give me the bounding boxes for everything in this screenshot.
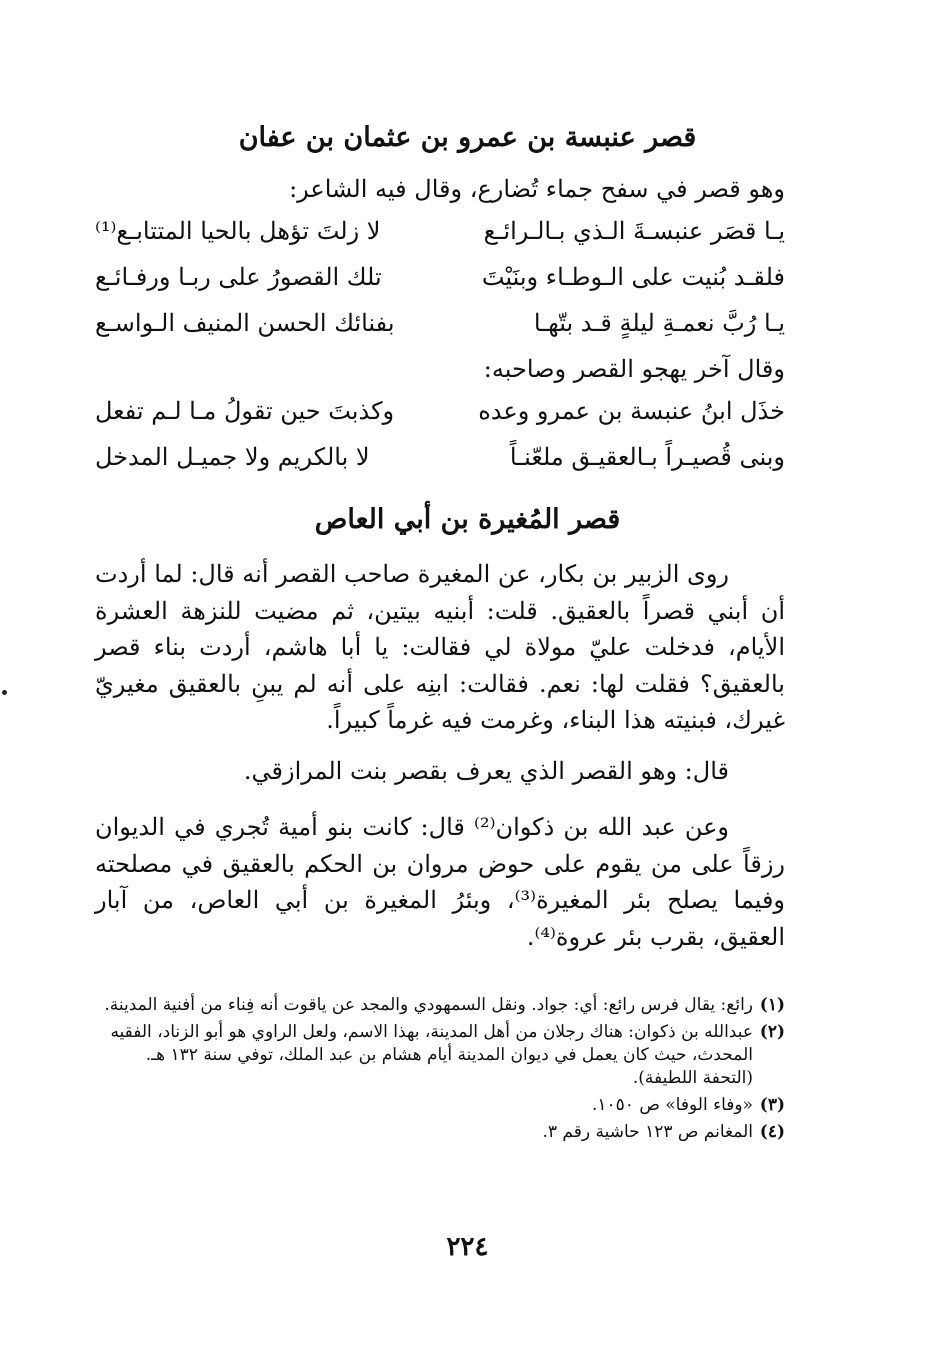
verse-hemistich-first: وبنى قُصيـراً بـالعقيـق ملعّنـاً [509,443,785,471]
footnote-text: المغانم ص ١٢٣ حاشية رقم ٣. [542,1122,753,1142]
verse-hemistich-second: بفنائك الحسن المنيف الـواسـع [95,309,395,337]
paragraph-3: وعن عبد الله بن ذكوان⁽²⁾ قال: كانت بنو أمية تُجري في الديوان رزقاً على من يقوم على حوض مروان بن الحكم بالعقيق في مصلحته وفيما يصلح بئر المغيرة⁽³⁾، وبئرُ المغيرة بن أبي العاص، من آبار العقيق، بقرب بئر عروة⁽⁴⁾. [95,813,786,951]
verse-line [95,300,785,346]
poem-1 [95,208,785,346]
verse-hemistich-second: لا بالكريم ولا جميـل المدخل [95,443,370,471]
verse-hemistich-first: فلقـد بُنيت على الـوطـاء وبنَيْتَ [481,263,785,291]
footnote-text: «وفاء الوفا» ص ١٠٥٠. [591,1095,753,1115]
poem-2 [95,388,785,480]
footnote-number: (٤) [759,1122,785,1142]
verse-line [95,434,785,480]
page-number: ٢٢٤ [446,1232,489,1262]
body-text [95,556,785,955]
verse-hemistich-second: لا زلتَ تؤهل بالحيا المتتابـع⁽¹⁾ [95,217,381,245]
footnote [95,1094,785,1117]
verse-line [95,388,785,434]
paragraph-2: قال: وهو القصر الذي يعرف بقصر بنت المرازقي. [243,756,729,785]
footnote-text: رائع: يقال فرس رائع: أي: جواد. ونقل السمهودي والمجد عن ياقوت أنه فِناء من أفنية المدينة. [104,995,753,1015]
footnote-number: (٢) [759,1022,785,1042]
footnote [95,1121,785,1144]
footnote-text: عبدالله بن ذكوان: هناك رجلان من أهل المدينة، بهذا الاسم، ولعل الراوي هو أبو الزناد، الفقيه المحدث، حيث كان يعمل في ديوان المدينة أيام هشام بن عبد الملك، توفي سنة ١٣٢ هـ. (التحفة اللطيفة). [110,1022,753,1088]
verse-hemistich-first: خذَل ابنُ عنبسة بن عمرو وعده [478,397,785,425]
scan-speck [2,690,7,695]
footnote-number: (١) [759,995,785,1015]
footnotes [95,994,785,1148]
section-title-anbasa: قصر عنبسة بن عمرو بن عثمان بن عفان [238,122,697,153]
intro-line: وهو قصر في سفح جماء تُضارع، وقال فيه الشاعر: [289,175,785,203]
footnote [95,1021,785,1090]
section-title-mughira: قصر المُغيرة بن أبي العاص [314,504,621,535]
paragraph-1: روى الزبير بن بكار، عن المغيرة صاحب القصر أنه قال: لما أردت أن أبني قصراً بالعقيق. قلت: أبنيه بيتين، ثم مضيت للنزهة العشرة الأيام، فدخلت عليّ مولاة لي فقالت: يا أبا هاشم، أردت بناء قصر بالعقيق؟ فقلت لها: نعم. فقالت: ابنِه على أنه لم يبنِ بالعقيق مغيريّ غيرك، فبنيته هذا البناء، وغرمت فيه غرماً كبيراً. [95,560,785,734]
verse-hemistich-second: وكذبتَ حين تقولُ مـا لـم تفعل [95,397,395,425]
verse-line [95,254,785,300]
verse-hemistich-first: يـا قصَر عنبسـةَ الـذي بـالـرائـع [483,217,785,245]
verse-line [95,208,785,254]
intro-line-2: وقال آخر يهجو القصر وصاحبه: [483,355,785,383]
verse-hemistich-first: يـا رُبَّ نعمـةِ ليلةٍ قـد بتّهـا [533,309,785,337]
footnote-number: (٣) [759,1095,785,1115]
footnote [95,994,785,1017]
verse-hemistich-second: تلك القصورُ على ربـا ورفـائـع [95,263,382,291]
